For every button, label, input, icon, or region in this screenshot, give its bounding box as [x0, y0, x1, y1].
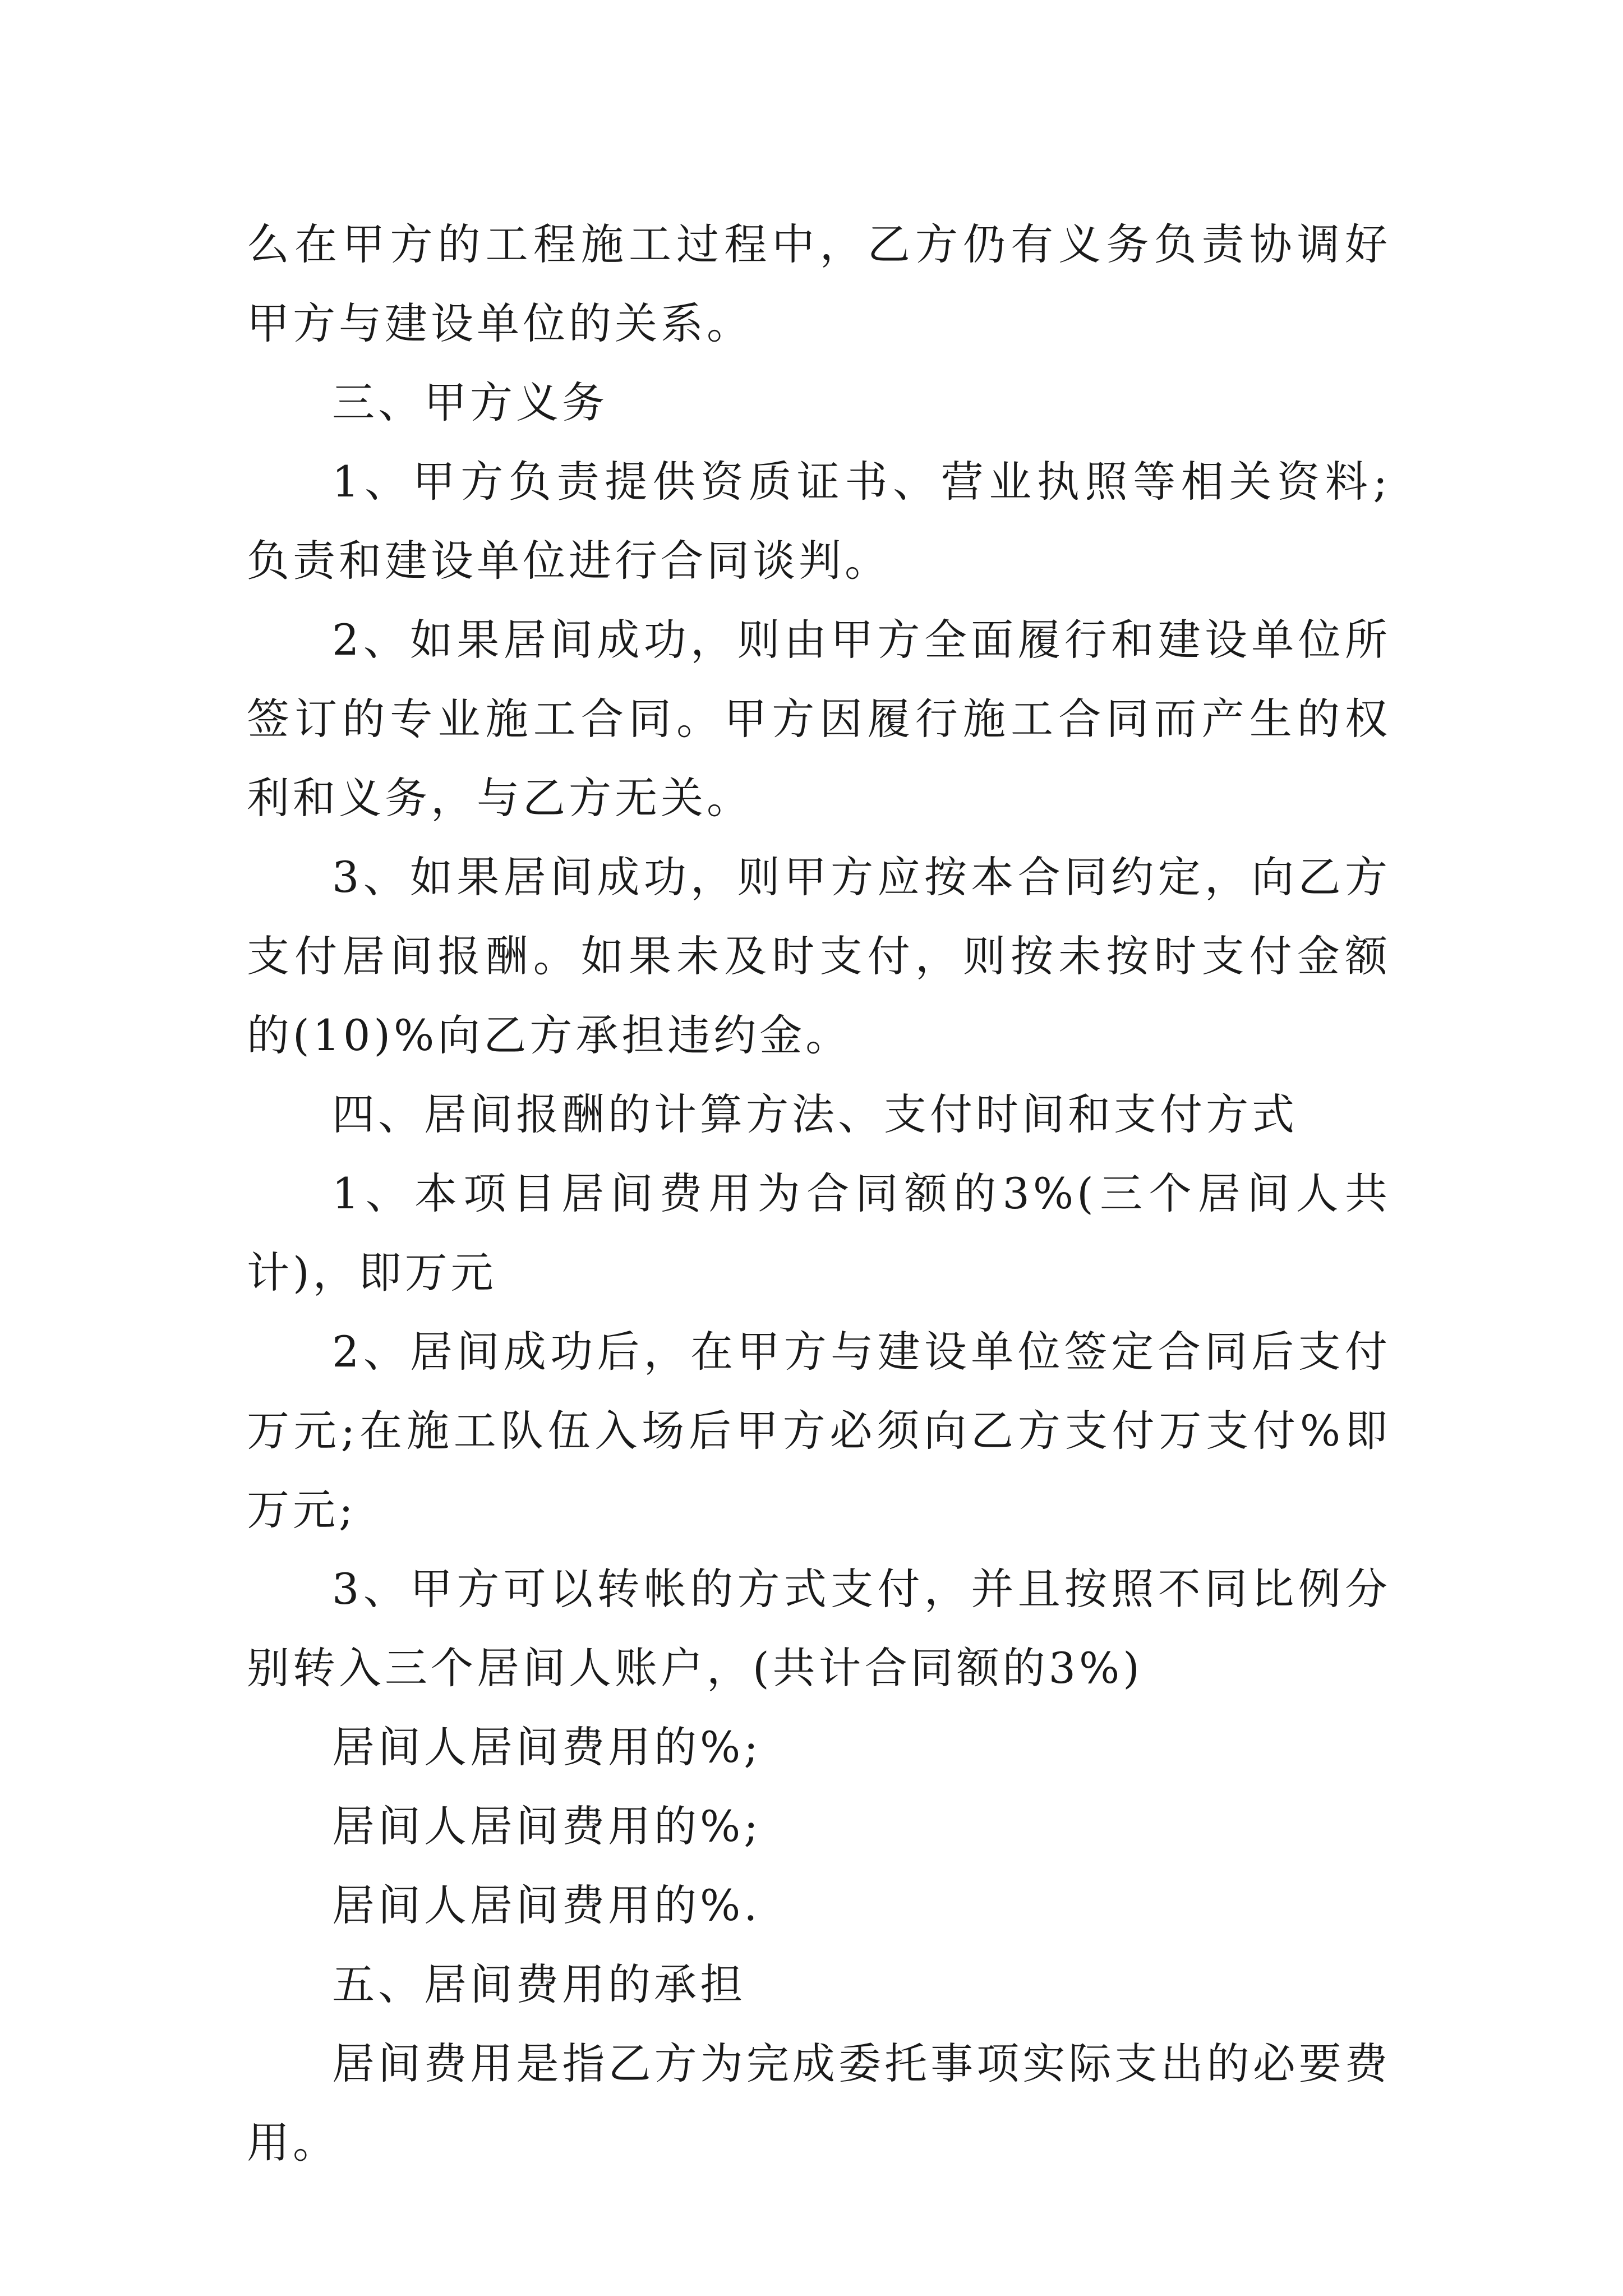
paragraph-fee-share-3: 居间人居间费用的%. — [332, 1880, 761, 1930]
section-heading-3: 三、甲方义务 — [332, 378, 608, 427]
document-body — [247, 205, 1391, 2182]
paragraph-fee-definition: 居间费用是指乙方为完成委托事项实际支出的必要费用。 — [247, 2039, 1391, 2168]
paragraph-clause-4-2: 2、居间成功后，在甲方与建设单位签定合同后支付万元;在施工队伍入场后甲方必须向乙方支付万支付%即万元; — [247, 1327, 1391, 1535]
paragraph-fee-share-1: 居间人居间费用的%; — [332, 1722, 762, 1772]
section-heading-4: 四、居间报酬的计算方法、支付时间和支付方式 — [332, 1089, 1298, 1139]
section-heading-5: 五、居间费用的承担 — [332, 1959, 746, 2009]
paragraph-fee-share-2: 居间人居间费用的%; — [332, 1801, 762, 1851]
paragraph-clause-3-3: 3、如果居间成功，则甲方应按本合同约定，向乙方支付居间报酬。如果未及时支付，则按未按时支付金额的(10)%向乙方承担违约金。 — [247, 852, 1391, 1060]
paragraph-clause-4-1: 1、本项目居间费用为合同额的3%(三个居间人共计)，即万元 — [247, 1168, 1391, 1297]
paragraph-clause-4-3: 3、甲方可以转帐的方式支付，并且按照不同比例分别转入三个居间人账户，(共计合同额的3%) — [247, 1564, 1391, 1693]
paragraph-continuation: 么在甲方的工程施工过程中，乙方仍有义务负责协调好甲方与建设单位的关系。 — [247, 219, 1391, 348]
paragraph-clause-3-1: 1、甲方负责提供资质证书、营业执照等相关资料;负责和建设单位进行合同谈判。 — [247, 457, 1391, 586]
paragraph-clause-3-2: 2、如果居间成功，则由甲方全面履行和建设单位所签订的专业施工合同。甲方因履行施工合同而产生的权利和义务，与乙方无关。 — [247, 615, 1391, 823]
